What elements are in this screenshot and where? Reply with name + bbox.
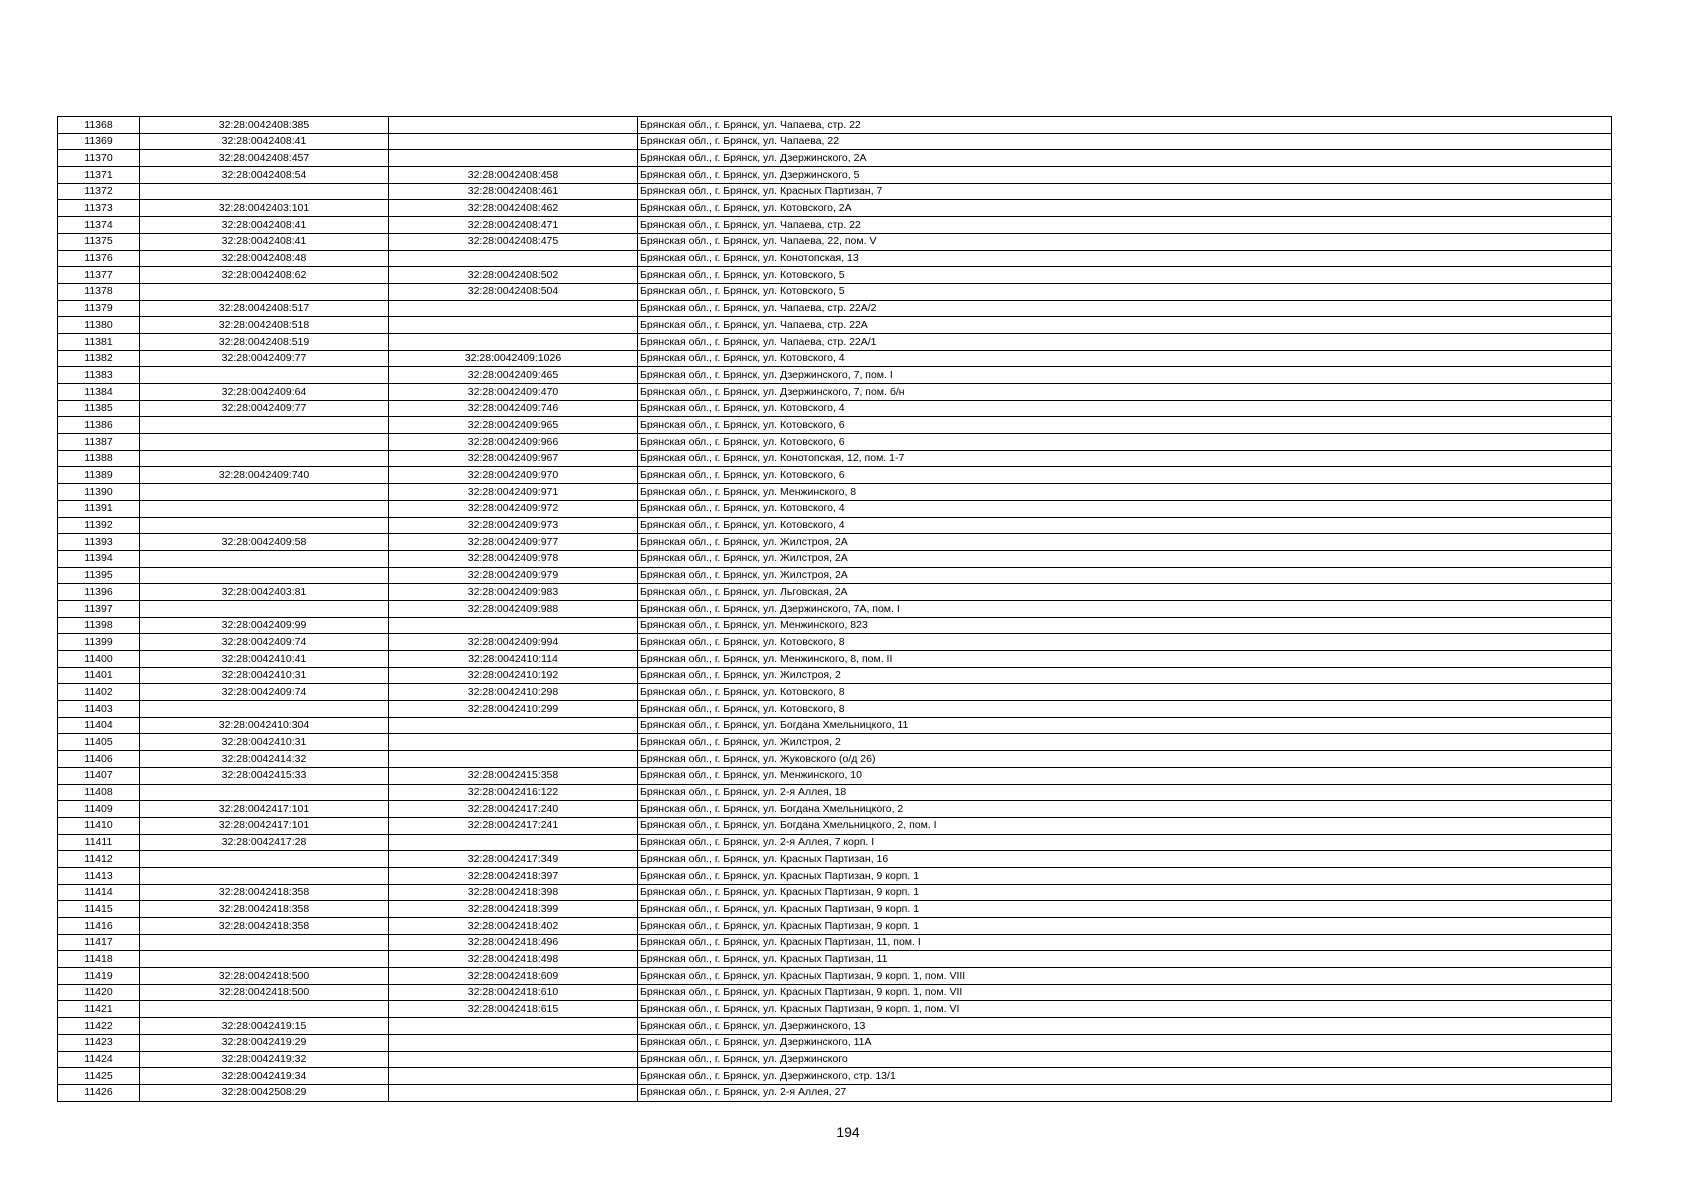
object-number-cell: 32:28:0042409:977 [389,534,638,551]
row-number-cell: 11371 [58,167,140,184]
address-cell: Брянская обл., г. Брянск, ул. Котовского, 8 [638,701,1612,718]
object-number-cell [389,834,638,851]
land-plot-number-cell: 32:28:0042408:41 [140,133,389,150]
address-cell: Брянская обл., г. Брянск, ул. Котовского, 8 [638,634,1612,651]
row-number-cell: 11405 [58,734,140,751]
address-cell: Брянская обл., г. Брянск, ул. Менжинского, 8 [638,484,1612,501]
row-number-cell: 11409 [58,801,140,818]
table-row [58,450,1612,467]
table-row [58,651,1612,668]
land-plot-number-cell [140,600,389,617]
table-row [58,267,1612,284]
address-cell: Брянская обл., г. Брянск, ул. Котовского, 6 [638,434,1612,451]
table-row [58,584,1612,601]
object-number-cell [389,133,638,150]
row-number-cell: 11404 [58,717,140,734]
object-number-cell [389,617,638,634]
object-number-cell: 32:28:0042409:973 [389,517,638,534]
address-cell: Брянская обл., г. Брянск, ул. Чапаева, 22 [638,133,1612,150]
row-number-cell: 11394 [58,550,140,567]
address-cell: Брянская обл., г. Брянск, ул. Котовского, 5 [638,267,1612,284]
address-cell: Брянская обл., г. Брянск, ул. Красных Партизан, 9 корп. 1, пом. VII [638,984,1612,1001]
object-number-cell [389,1068,638,1085]
address-cell: Брянская обл., г. Брянск, ул. Чапаева, стр. 22 [638,117,1612,134]
land-plot-number-cell [140,867,389,884]
row-number-cell: 11402 [58,684,140,701]
table-row [58,417,1612,434]
table-row [58,851,1612,868]
object-number-cell: 32:28:0042409:967 [389,450,638,467]
object-number-cell: 32:28:0042418:402 [389,918,638,935]
table-row [58,968,1612,985]
land-plot-number-cell: 32:28:0042410:31 [140,667,389,684]
row-number-cell: 11375 [58,233,140,250]
table-row [58,350,1612,367]
address-cell: Брянская обл., г. Брянск, ул. Красных Партизан, 9 корп. 1 [638,918,1612,935]
row-number-cell: 11379 [58,300,140,317]
address-cell: Брянская обл., г. Брянск, ул. Котовского, 8 [638,684,1612,701]
address-cell: Брянская обл., г. Брянск, ул. Менжинского, 823 [638,617,1612,634]
address-cell: Брянская обл., г. Брянск, ул. Конотопская, 13 [638,250,1612,267]
address-cell: Брянская обл., г. Брянск, ул. Чапаева, стр. 22А/2 [638,300,1612,317]
land-plot-number-cell: 32:28:0042419:32 [140,1051,389,1068]
table-row [58,250,1612,267]
land-plot-number-cell [140,367,389,384]
row-number-cell: 11423 [58,1034,140,1051]
row-number-cell: 11386 [58,417,140,434]
address-cell: Брянская обл., г. Брянск, ул. Богдана Хмельницкого, 2 [638,801,1612,818]
table-row [58,1001,1612,1018]
row-number-cell: 11411 [58,834,140,851]
address-cell: Брянская обл., г. Брянск, ул. Дзержинского, 2А [638,150,1612,167]
row-number-cell: 11372 [58,183,140,200]
table-row [58,1068,1612,1085]
object-number-cell [389,333,638,350]
row-number-cell: 11399 [58,634,140,651]
object-number-cell: 32:28:0042418:496 [389,934,638,951]
land-plot-number-cell [140,183,389,200]
page-number: 194 [836,1124,860,1140]
row-number-cell: 11425 [58,1068,140,1085]
table-row [58,183,1612,200]
land-plot-number-cell: 32:28:0042409:740 [140,467,389,484]
object-number-cell [389,117,638,134]
table-row [58,484,1612,501]
table-row [58,784,1612,801]
object-number-cell [389,250,638,267]
table-row [58,200,1612,217]
table-row [58,550,1612,567]
address-cell: Брянская обл., г. Брянск, ул. Красных Партизан, 9 корп. 1, пом. VIII [638,968,1612,985]
land-plot-number-cell: 32:28:0042410:31 [140,734,389,751]
table-row [58,918,1612,935]
table-row [58,150,1612,167]
address-cell: Брянская обл., г. Брянск, ул. Красных Партизан, 11 [638,951,1612,968]
object-number-cell: 32:28:0042418:609 [389,968,638,985]
address-cell: Брянская обл., г. Брянск, ул. Красных Партизан, 9 корп. 1 [638,884,1612,901]
object-number-cell: 32:28:0042415:358 [389,767,638,784]
address-cell: Брянская обл., г. Брянск, ул. Красных Партизан, 7 [638,183,1612,200]
table-row [58,333,1612,350]
row-number-cell: 11407 [58,767,140,784]
object-number-cell [389,751,638,768]
land-plot-number-cell: 32:28:0042408:519 [140,333,389,350]
row-number-cell: 11424 [58,1051,140,1068]
row-number-cell: 11420 [58,984,140,1001]
row-number-cell: 11410 [58,817,140,834]
land-plot-number-cell: 32:28:0042418:358 [140,901,389,918]
address-cell: Брянская обл., г. Брянск, ул. Красных Партизан, 9 корп. 1 [638,867,1612,884]
land-plot-number-cell: 32:28:0042403:81 [140,584,389,601]
table-row [58,217,1612,234]
object-number-cell: 32:28:0042409:970 [389,467,638,484]
object-number-cell: 32:28:0042408:502 [389,267,638,284]
table-row [58,1018,1612,1035]
object-number-cell: 32:28:0042416:122 [389,784,638,801]
land-plot-number-cell [140,434,389,451]
address-cell: Брянская обл., г. Брянск, ул. Жилстроя, 2А [638,550,1612,567]
row-number-cell: 11374 [58,217,140,234]
row-number-cell: 11380 [58,317,140,334]
table-row [58,400,1612,417]
table-row [58,1084,1612,1101]
address-cell: Брянская обл., г. Брянск, ул. Чапаева, стр. 22А/1 [638,333,1612,350]
address-cell: Брянская обл., г. Брянск, ул. Жуковского (о/д 26) [638,751,1612,768]
land-plot-number-cell: 32:28:0042414:32 [140,751,389,768]
land-plot-number-cell: 32:28:0042409:99 [140,617,389,634]
object-number-cell: 32:28:0042418:498 [389,951,638,968]
row-number-cell: 11397 [58,600,140,617]
object-number-cell: 32:28:0042408:458 [389,167,638,184]
land-plot-number-cell [140,417,389,434]
object-number-cell: 32:28:0042409:1026 [389,350,638,367]
row-number-cell: 11406 [58,751,140,768]
row-number-cell: 11415 [58,901,140,918]
object-number-cell: 32:28:0042409:971 [389,484,638,501]
land-plot-number-cell [140,517,389,534]
table-row [58,684,1612,701]
row-number-cell: 11419 [58,968,140,985]
row-number-cell: 11418 [58,951,140,968]
land-plot-number-cell: 32:28:0042418:500 [140,968,389,985]
address-cell: Брянская обл., г. Брянск, ул. Конотопская, 12, пом. 1-7 [638,450,1612,467]
object-number-cell: 32:28:0042409:978 [389,550,638,567]
land-plot-number-cell [140,784,389,801]
table-row [58,801,1612,818]
row-number-cell: 11388 [58,450,140,467]
object-number-cell [389,734,638,751]
address-cell: Брянская обл., г. Брянск, ул. Богдана Хмельницкого, 11 [638,717,1612,734]
address-cell: Брянская обл., г. Брянск, ул. Котовского, 5 [638,283,1612,300]
address-cell: Брянская обл., г. Брянск, ул. Богдана Хмельницкого, 2, пом. I [638,817,1612,834]
object-number-cell: 32:28:0042418:397 [389,867,638,884]
table-row [58,717,1612,734]
table-row [58,117,1612,134]
land-plot-number-cell [140,450,389,467]
table-row [58,467,1612,484]
object-number-cell [389,717,638,734]
row-number-cell: 11398 [58,617,140,634]
address-cell: Брянская обл., г. Брянск, ул. Дзержинского, 5 [638,167,1612,184]
address-cell: Брянская обл., г. Брянск, ул. Жилстроя, 2 [638,667,1612,684]
row-number-cell: 11387 [58,434,140,451]
address-cell: Брянская обл., г. Брянск, ул. Жилстроя, 2 [638,734,1612,751]
row-number-cell: 11400 [58,651,140,668]
land-plot-number-cell: 32:28:0042419:29 [140,1034,389,1051]
land-plot-number-cell [140,934,389,951]
land-plot-number-cell [140,701,389,718]
object-number-cell: 32:28:0042410:299 [389,701,638,718]
table-row [58,934,1612,951]
row-number-cell: 11401 [58,667,140,684]
address-cell: Брянская обл., г. Брянск, ул. 2-я Аллея, 7 корп. I [638,834,1612,851]
address-cell: Брянская обл., г. Брянск, ул. Котовского, 2А [638,200,1612,217]
land-plot-number-cell [140,500,389,517]
object-number-cell: 32:28:0042417:240 [389,801,638,818]
row-number-cell: 11389 [58,467,140,484]
land-plot-number-cell: 32:28:0042409:74 [140,634,389,651]
address-cell: Брянская обл., г. Брянск, ул. Дзержинского, 13 [638,1018,1612,1035]
object-number-cell: 32:28:0042408:461 [389,183,638,200]
land-plot-number-cell: 32:28:0042408:518 [140,317,389,334]
land-plot-number-cell: 32:28:0042408:385 [140,117,389,134]
land-plot-number-cell: 32:28:0042403:101 [140,200,389,217]
table-row [58,534,1612,551]
row-number-cell: 11412 [58,851,140,868]
table-row [58,1051,1612,1068]
table-row [58,500,1612,517]
object-number-cell [389,150,638,167]
table-row [58,734,1612,751]
address-cell: Брянская обл., г. Брянск, ул. Жилстроя, 2А [638,567,1612,584]
object-number-cell: 32:28:0042409:979 [389,567,638,584]
row-number-cell: 11373 [58,200,140,217]
row-number-cell: 11377 [58,267,140,284]
object-number-cell: 32:28:0042410:114 [389,651,638,668]
row-number-cell: 11421 [58,1001,140,1018]
address-cell: Брянская обл., г. Брянск, ул. Котовского, 6 [638,417,1612,434]
table-row [58,951,1612,968]
address-cell: Брянская обл., г. Брянск, ул. Менжинского, 8, пом. II [638,651,1612,668]
land-plot-number-cell: 32:28:0042415:33 [140,767,389,784]
address-cell: Брянская обл., г. Брянск, ул. Красных Партизан, 11, пом. I [638,934,1612,951]
table-row [58,283,1612,300]
land-plot-number-cell [140,567,389,584]
table-row [58,434,1612,451]
object-number-cell: 32:28:0042408:471 [389,217,638,234]
object-number-cell: 32:28:0042418:615 [389,1001,638,1018]
land-plot-number-cell: 32:28:0042417:101 [140,801,389,818]
land-plot-number-cell: 32:28:0042419:15 [140,1018,389,1035]
address-cell: Брянская обл., г. Брянск, ул. Чапаева, стр. 22 [638,217,1612,234]
address-cell: Брянская обл., г. Брянск, ул. Менжинского, 10 [638,767,1612,784]
registry-table-body [58,117,1612,1102]
address-cell: Брянская обл., г. Брянск, ул. 2-я Аллея, 18 [638,784,1612,801]
object-number-cell: 32:28:0042409:470 [389,384,638,401]
object-number-cell: 32:28:0042409:994 [389,634,638,651]
object-number-cell: 32:28:0042417:349 [389,851,638,868]
land-plot-number-cell: 32:28:0042410:41 [140,651,389,668]
object-number-cell: 32:28:0042410:298 [389,684,638,701]
address-cell: Брянская обл., г. Брянск, ул. Котовского, 4 [638,350,1612,367]
address-cell: Брянская обл., г. Брянск, ул. Котовского, 6 [638,467,1612,484]
table-row [58,901,1612,918]
table-row [58,834,1612,851]
table-row [58,233,1612,250]
address-cell: Брянская обл., г. Брянск, ул. Дзержинского, 7А, пом. I [638,600,1612,617]
object-number-cell [389,1051,638,1068]
land-plot-number-cell: 32:28:0042409:64 [140,384,389,401]
address-cell: Брянская обл., г. Брянск, ул. Красных Партизан, 9 корп. 1, пом. VI [638,1001,1612,1018]
land-plot-number-cell [140,550,389,567]
land-plot-number-cell: 32:28:0042418:358 [140,884,389,901]
row-number-cell: 11378 [58,283,140,300]
land-plot-number-cell: 32:28:0042410:304 [140,717,389,734]
object-number-cell [389,1034,638,1051]
address-cell: Брянская обл., г. Брянск, ул. Дзержинского, 11А [638,1034,1612,1051]
address-cell: Брянская обл., г. Брянск, ул. Красных Партизан, 16 [638,851,1612,868]
table-row [58,617,1612,634]
address-cell: Брянская обл., г. Брянск, ул. Жилстроя, 2А [638,534,1612,551]
row-number-cell: 11413 [58,867,140,884]
registry-table [57,116,1612,1102]
object-number-cell [389,1018,638,1035]
table-row [58,384,1612,401]
land-plot-number-cell: 32:28:0042408:62 [140,267,389,284]
object-number-cell: 32:28:0042409:972 [389,500,638,517]
object-number-cell [389,1084,638,1101]
object-number-cell: 32:28:0042409:983 [389,584,638,601]
land-plot-number-cell: 32:28:0042418:500 [140,984,389,1001]
object-number-cell: 32:28:0042418:399 [389,901,638,918]
row-number-cell: 11422 [58,1018,140,1035]
land-plot-number-cell: 32:28:0042409:58 [140,534,389,551]
address-cell: Брянская обл., г. Брянск, ул. Котовского, 4 [638,400,1612,417]
land-plot-number-cell: 32:28:0042408:517 [140,300,389,317]
row-number-cell: 11392 [58,517,140,534]
row-number-cell: 11383 [58,367,140,384]
row-number-cell: 11414 [58,884,140,901]
address-cell: Брянская обл., г. Брянск, ул. Дзержинского, стр. 13/1 [638,1068,1612,1085]
address-cell: Брянская обл., г. Брянск, ул. Чапаева, 22, пом. V [638,233,1612,250]
object-number-cell: 32:28:0042418:398 [389,884,638,901]
table-row [58,133,1612,150]
row-number-cell: 11385 [58,400,140,417]
object-number-cell: 32:28:0042409:966 [389,434,638,451]
land-plot-number-cell [140,283,389,300]
object-number-cell: 32:28:0042417:241 [389,817,638,834]
row-number-cell: 11408 [58,784,140,801]
table-row [58,600,1612,617]
object-number-cell: 32:28:0042418:610 [389,984,638,1001]
table-row [58,300,1612,317]
table-row [58,167,1612,184]
address-cell: Брянская обл., г. Брянск, ул. Котовского, 4 [638,500,1612,517]
land-plot-number-cell [140,951,389,968]
object-number-cell [389,300,638,317]
object-number-cell: 32:28:0042408:504 [389,283,638,300]
row-number-cell: 11395 [58,567,140,584]
table-row [58,751,1612,768]
land-plot-number-cell: 32:28:0042408:48 [140,250,389,267]
row-number-cell: 11426 [58,1084,140,1101]
table-row [58,317,1612,334]
land-plot-number-cell: 32:28:0042408:54 [140,167,389,184]
row-number-cell: 11384 [58,384,140,401]
address-cell: Брянская обл., г. Брянск, ул. 2-я Аллея, 27 [638,1084,1612,1101]
land-plot-number-cell: 32:28:0042408:41 [140,217,389,234]
table-row [58,817,1612,834]
land-plot-number-cell: 32:28:0042408:41 [140,233,389,250]
land-plot-number-cell: 32:28:0042419:34 [140,1068,389,1085]
row-number-cell: 11390 [58,484,140,501]
table-row [58,517,1612,534]
land-plot-number-cell [140,484,389,501]
table-row [58,984,1612,1001]
land-plot-number-cell [140,1001,389,1018]
row-number-cell: 11391 [58,500,140,517]
table-row [58,1034,1612,1051]
land-plot-number-cell [140,851,389,868]
row-number-cell: 11368 [58,117,140,134]
row-number-cell: 11369 [58,133,140,150]
object-number-cell: 32:28:0042410:192 [389,667,638,684]
object-number-cell: 32:28:0042408:475 [389,233,638,250]
table-row [58,634,1612,651]
row-number-cell: 11417 [58,934,140,951]
row-number-cell: 11370 [58,150,140,167]
table-row [58,867,1612,884]
object-number-cell: 32:28:0042408:462 [389,200,638,217]
object-number-cell: 32:28:0042409:988 [389,600,638,617]
land-plot-number-cell: 32:28:0042409:77 [140,350,389,367]
land-plot-number-cell: 32:28:0042417:101 [140,817,389,834]
row-number-cell: 11396 [58,584,140,601]
address-cell: Брянская обл., г. Брянск, ул. Дзержинского [638,1051,1612,1068]
land-plot-number-cell: 32:28:0042418:358 [140,918,389,935]
address-cell: Брянская обл., г. Брянск, ул. Дзержинского, 7, пом. б/н [638,384,1612,401]
table-row [58,367,1612,384]
row-number-cell: 11393 [58,534,140,551]
address-cell: Брянская обл., г. Брянск, ул. Дзержинского, 7, пом. I [638,367,1612,384]
table-row [58,767,1612,784]
address-cell: Брянская обл., г. Брянск, ул. Красных Партизан, 9 корп. 1 [638,901,1612,918]
address-cell: Брянская обл., г. Брянск, ул. Котовского, 4 [638,517,1612,534]
address-cell: Брянская обл., г. Брянск, ул. Льговская, 2А [638,584,1612,601]
object-number-cell [389,317,638,334]
land-plot-number-cell: 32:28:0042409:77 [140,400,389,417]
table-row [58,701,1612,718]
row-number-cell: 11381 [58,333,140,350]
row-number-cell: 11382 [58,350,140,367]
address-cell: Брянская обл., г. Брянск, ул. Чапаева, стр. 22А [638,317,1612,334]
row-number-cell: 11376 [58,250,140,267]
row-number-cell: 11403 [58,701,140,718]
land-plot-number-cell: 32:28:0042508:29 [140,1084,389,1101]
land-plot-number-cell: 32:28:0042409:74 [140,684,389,701]
table-row [58,667,1612,684]
object-number-cell: 32:28:0042409:965 [389,417,638,434]
object-number-cell: 32:28:0042409:465 [389,367,638,384]
land-plot-number-cell: 32:28:0042417:28 [140,834,389,851]
table-row [58,884,1612,901]
table-row [58,567,1612,584]
object-number-cell: 32:28:0042409:746 [389,400,638,417]
land-plot-number-cell: 32:28:0042408:457 [140,150,389,167]
row-number-cell: 11416 [58,918,140,935]
